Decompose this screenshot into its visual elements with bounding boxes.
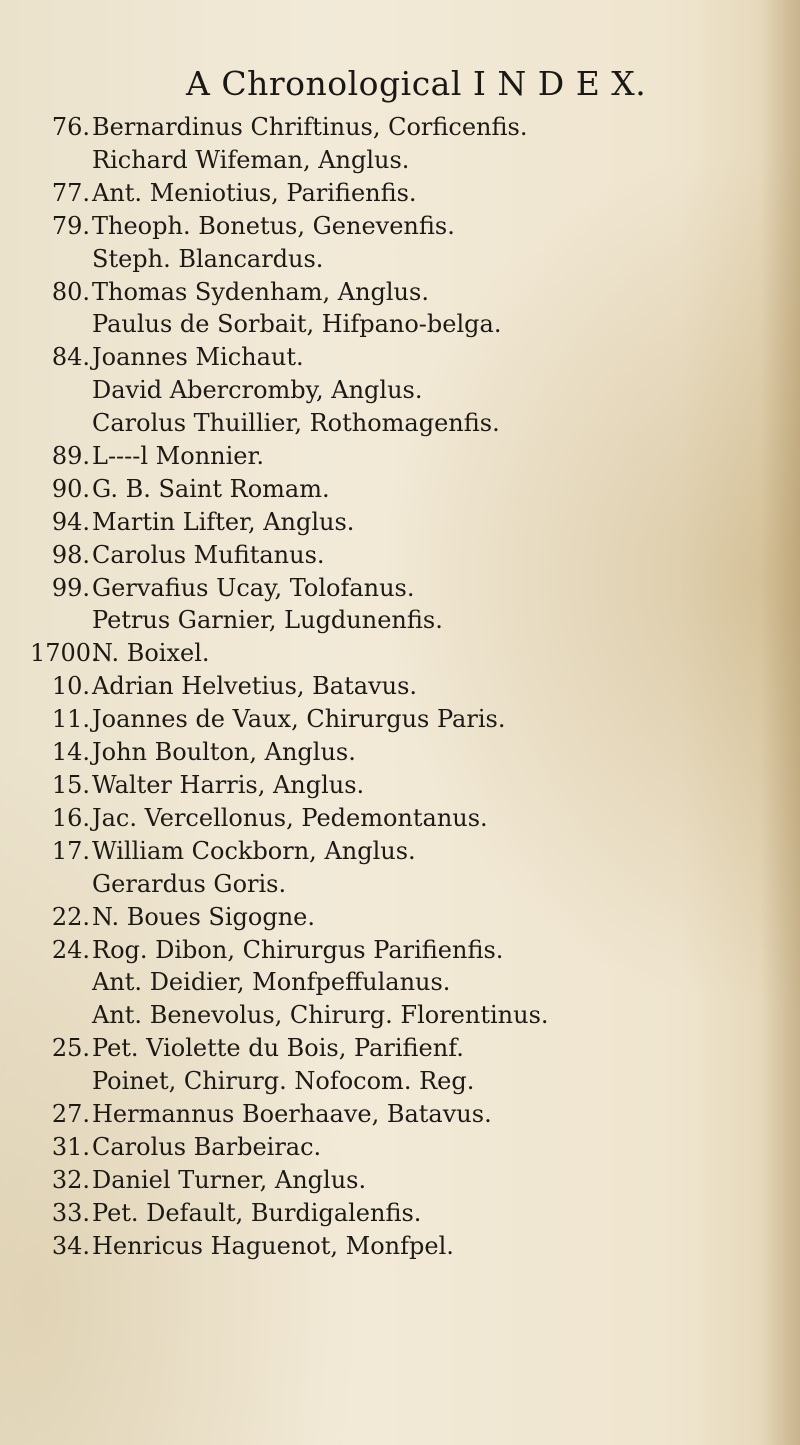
entry-year: 10.: [51, 672, 90, 701]
entry-name-line: Martin Lifter, Anglus.: [92, 507, 355, 536]
entry-name-line: L----l Monnier.: [92, 442, 264, 470]
entry-year: 94.: [51, 507, 90, 536]
entry-year: 14.: [51, 738, 90, 767]
entry-year: 17.: [51, 836, 90, 865]
entry-year: 89.: [51, 442, 90, 470]
entry-name-line: Thomas Sydenham, Anglus.: [92, 277, 429, 306]
entry-name-line: Pet. Violette du Bois, Parifienf.: [92, 1034, 464, 1063]
entry-year: 98.: [51, 540, 90, 569]
entry-year: 80.: [51, 277, 90, 306]
entry-year: 84.: [51, 343, 90, 372]
entry-name-line: Hermannus Boerhaave, Batavus.: [92, 1100, 492, 1128]
entry-year: 33.: [51, 1198, 90, 1227]
entry-name-line: N. Boixel.: [92, 639, 210, 668]
entry-name-line: Steph. Blancardus.: [92, 244, 324, 273]
entry-name-line: Poinet, Chirurg. Nofocom. Reg.: [92, 1067, 475, 1096]
entry-name-line: Jac. Vercellonus, Pedemontanus.: [92, 803, 488, 832]
entry-name-line: Theoph. Bonetus, Genevenfis.: [92, 211, 455, 240]
entry-name-line: Petrus Garnier, Lugdunenfis.: [92, 606, 443, 635]
entry-name-line: Carolus Mufitanus.: [92, 540, 325, 569]
entry-year: 99.: [51, 573, 90, 602]
entry-name-line: Walter Harris, Anglus.: [92, 771, 365, 799]
entry-year: 32.: [51, 1165, 90, 1194]
entry-name-line: Carolus Thuillier, Rothomagenfis.: [92, 409, 500, 438]
entry-year: 15.: [51, 771, 90, 799]
entry-name-line: John Boulton, Anglus.: [92, 738, 356, 767]
entry-name-line: Daniel Turner, Anglus.: [92, 1165, 367, 1194]
entry-year: 31.: [51, 1132, 90, 1161]
entry-year: 79.: [51, 211, 90, 240]
entry-name-line: Rog. Dibon, Chirurgus Parifienfis.: [92, 935, 504, 964]
entry-name-line: William Cockborn, Anglus.: [92, 836, 416, 865]
entry-year: 24.: [51, 935, 90, 964]
entry-name-line: N. Boues Sigogne.: [92, 902, 315, 931]
entry-name-line: Ant. Meniotius, Parifienfis.: [92, 178, 417, 207]
entry-year: 77.: [51, 178, 90, 207]
entry-year: 22.: [51, 902, 90, 931]
entry-year: 1700.: [30, 639, 99, 668]
entry-name-line: Ant. Deidier, Monfpeffulanus.: [92, 968, 451, 997]
entry-year: 16.: [51, 803, 90, 832]
entry-name-line: Henricus Haguenot, Monfpel.: [92, 1231, 454, 1260]
entry-year: 90.: [51, 474, 90, 503]
entry-name-line: Joannes de Vaux, Chirurgus Paris.: [92, 705, 506, 734]
entry-name-line: Richard Wifeman, Anglus.: [92, 145, 410, 174]
entry-name-line: Carolus Barbeirac.: [92, 1132, 322, 1161]
entry-year: 34.: [51, 1231, 90, 1260]
entry-name-line: Bernardinus Chriftinus, Corficenfis.: [92, 113, 528, 141]
entry-year: 76.: [51, 113, 90, 141]
entry-name-line: Ant. Benevolus, Chirurg. Florentinus.: [92, 1001, 549, 1030]
entry-name-line: Adrian Helvetius, Batavus.: [92, 672, 418, 701]
entry-year: 11.: [51, 705, 90, 734]
entry-name-line: Joannes Michaut.: [92, 343, 304, 372]
entry-name-line: G. B. Saint Romam.: [92, 474, 330, 503]
entry-name-line: Gerardus Goris.: [92, 869, 287, 898]
entry-year: 25.: [51, 1034, 90, 1063]
entry-name-line: Pet. Default, Burdigalenfis.: [92, 1198, 422, 1227]
entry-name-line: Gervafius Ucay, Tolofanus.: [92, 573, 415, 602]
entry-name-line: David Abercromby, Anglus.: [92, 376, 423, 405]
page-title: A Chronological I N D E X.: [186, 64, 647, 103]
entry-year: 27.: [51, 1100, 90, 1128]
entry-name-line: Paulus de Sorbait, Hifpano-belga.: [92, 310, 502, 339]
